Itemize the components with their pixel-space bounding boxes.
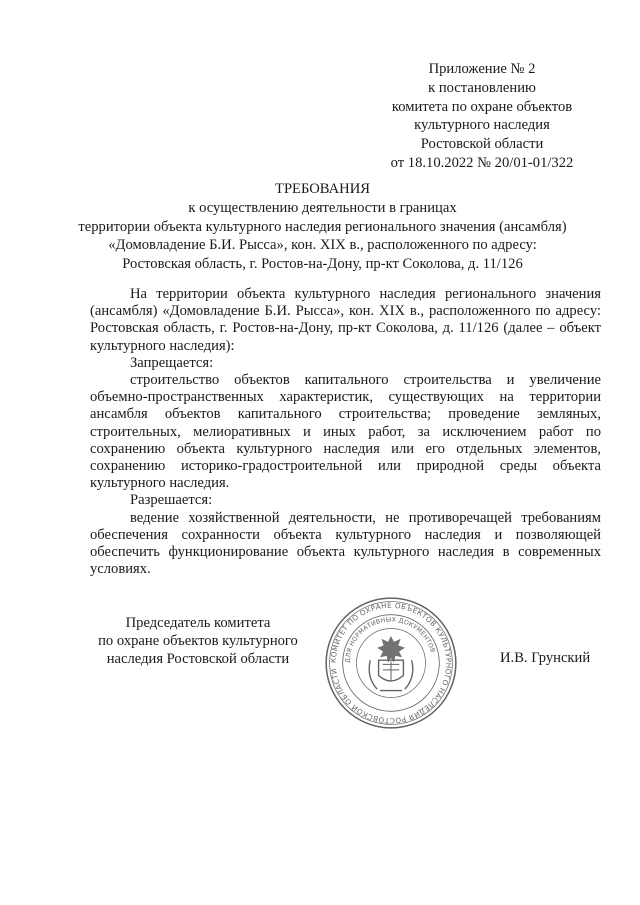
position-line-3: наследия Ростовской области — [106, 651, 290, 667]
appendix-number: Приложение № 2 — [428, 61, 536, 77]
official-seal-icon — [322, 594, 460, 732]
prohibited-heading: Запрещается: — [130, 354, 214, 371]
appendix-date-number: от 18.10.2022 № 20/01-01/322 — [390, 154, 574, 171]
title-line-4: Ростовская область, г. Ростов-на-Дону, пр-кт Соколова, д. 11/126 — [122, 256, 523, 273]
title-line-2: территории объекта культурного наследия регионального значения (ансамбля) — [78, 218, 567, 235]
allowed-heading: Разрешается: — [130, 492, 213, 509]
appendix-header — [360, 60, 604, 173]
appendix-to-resolution: к постановлению — [428, 79, 536, 96]
prohibited-paragraph: строительство объектов капитального строительства и увеличение объемно-пространственных характеристик, существующих на территории ансамбля объектов капитального строительства; проведение земляных, строительных, мелиоративных и иных работ, за исключением работ по сохранению объекта культурного наследия или его отдельных элементов, сохранению историко-градостроительной или природной среды объекта культурного наследия. — [90, 372, 601, 492]
seal-inner-text: ДЛЯ НОРМАТИВНЫХ ДОКУМЕНТОВ — [344, 616, 437, 664]
signatory-name: И.В. Грунский — [500, 650, 591, 666]
title-heading: ТРЕБОВАНИЯ — [275, 181, 370, 197]
appendix-committee: комитета по охране объектов — [391, 98, 573, 115]
seal-outer-text: КОМИТЕТ ПО ОХРАНЕ ОБЪЕКТОВ КУЛЬТУРНОГО НАСЛЕДИЯ РОСТОВСКОЙ ОБЛАСТИ — [328, 600, 454, 726]
document-title — [70, 180, 575, 274]
signatory-position — [86, 614, 310, 668]
seal-emblem-icon — [369, 637, 413, 691]
title-line-3: «Домовладение Б.И. Рысса», кон. XIX в., расположенного по адресу: — [108, 237, 537, 254]
appendix-heritage: культурного наследия — [414, 117, 550, 134]
position-line-2: по охране объектов культурного — [98, 633, 298, 649]
position-line-1: Председатель комитета — [125, 615, 271, 631]
title-line-1: к осуществлению деятельности в границах — [188, 199, 457, 216]
appendix-region: Ростовской области — [420, 136, 544, 153]
allowed-paragraph: ведение хозяйственной деятельности, не противоречащей требованиям обеспечения сохранности объекта культурного наследия и позволяющей обеспечить функционирование объекта культурного наследия в современных условиях. — [90, 509, 601, 578]
intro-paragraph: На территории объекта культурного наследия регионального значения (ансамбля) «Домовладение Б.И. Рысса», кон. XIX в., расположенного по адресу: Ростовская область, г. Ростов-на-Дону, пр-кт Соколова, д. 11/126 (далее – объект культурного наследия): — [90, 286, 601, 354]
document-body — [90, 286, 601, 578]
